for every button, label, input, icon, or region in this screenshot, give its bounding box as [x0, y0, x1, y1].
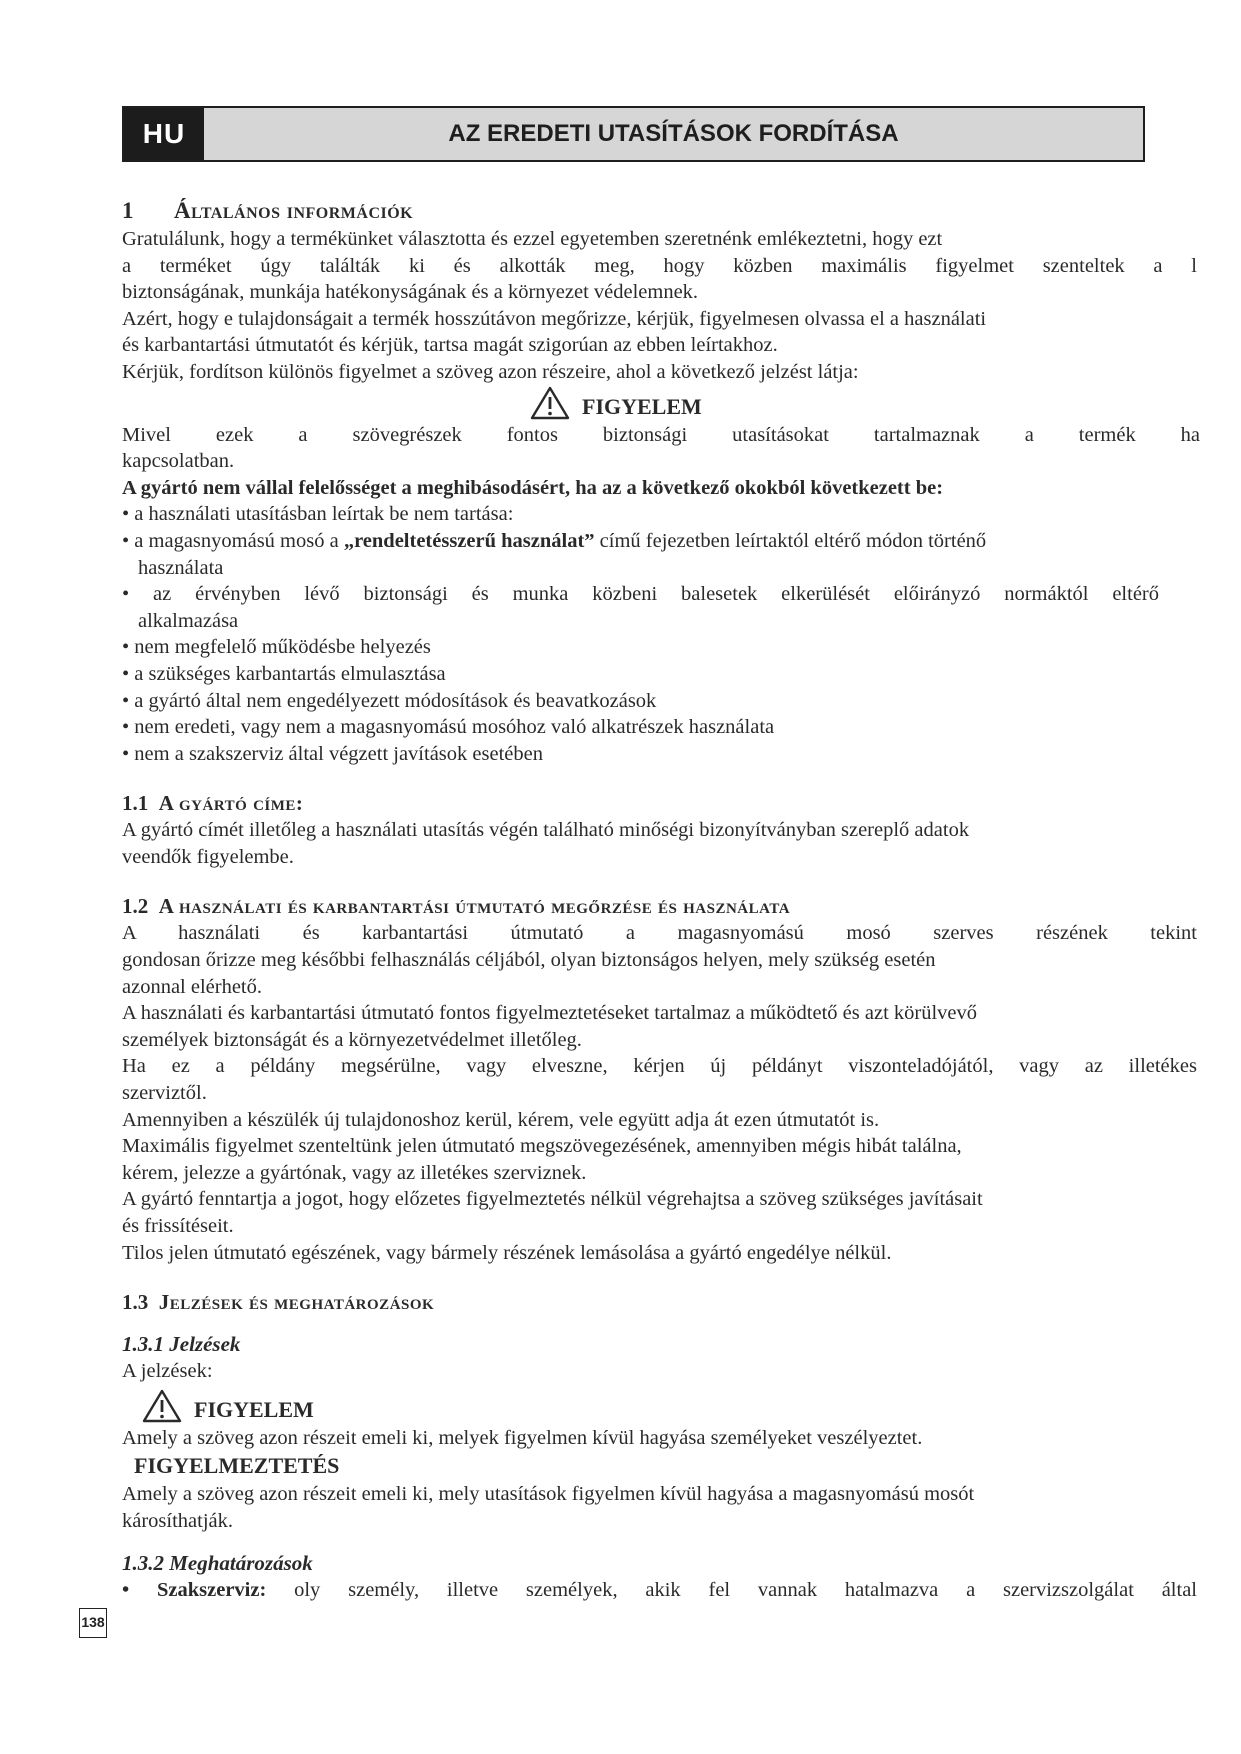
section-title: Jelzések és meghatározások — [158, 1290, 435, 1315]
list-item: • nem eredeti, vagy nem a magasnyomású mosóhoz való alkatrészek használata — [122, 716, 775, 739]
header-band — [122, 106, 1145, 162]
section-1-body — [122, 226, 1205, 767]
section-number: 1 — [122, 198, 134, 223]
paragraph-line: A gyártó címét illetőleg a használati utasítás végén található minőségi bizonyítványban szereplő adatok — [122, 819, 970, 842]
paragraph-line: azonnal elérhető. — [122, 975, 263, 998]
section-1-1-heading — [122, 789, 1205, 817]
subsection-1-3-1-heading: 1.3.1 Jelzések — [122, 1332, 241, 1357]
paragraph-line: A jelzések: — [122, 1360, 213, 1383]
paragraph-line: személyek biztonságát és a környezetvédelmet illetőleg. — [122, 1028, 582, 1051]
paragraph-line: veendők figyelembe. — [122, 845, 294, 868]
paragraph-line: és frissítéseit. — [122, 1215, 234, 1237]
list-item-text: című fejezetben leírtaktól eltérő módon történő — [594, 529, 987, 552]
header-title: AZ EREDETI UTASÍTÁSOK FORDÍTÁSA — [448, 120, 899, 147]
section-number: 1.2 — [122, 894, 149, 919]
subsection-1-3-2-heading: 1.3.2 Meghatározások — [122, 1550, 313, 1575]
paragraph-line: Mivel ezek a szövegrészek fontos biztonsági utasításokat tartalmaznak a termék ha — [122, 423, 1200, 446]
list-item-text: • a magasnyomású mosó a — [122, 529, 344, 552]
list-item: • a szükséges karbantartás elmulasztása — [122, 662, 446, 685]
document-body — [122, 196, 1205, 1603]
paragraph-line: Ha ez a példány megsérülne, vagy elveszne, kérjen új példányt viszonteladójától, vagy az illetékes — [122, 1055, 1197, 1078]
list-item — [122, 528, 1205, 555]
paragraph-line: Tilos jelen útmutató egészének, vagy bármely részének lemásolása a gyártó engedélye nélkül. — [122, 1241, 892, 1264]
definition-text: oly személy, illetve személyek, akik fel vannak hatalmazva a szervizszolgálat által — [266, 1578, 1197, 1601]
language-badge: HU — [124, 108, 204, 160]
paragraph-line: A gyártó fenntartja a jogot, hogy előzetes figyelmeztetés nélkül végrehajtsa a szöveg szükséges javításait — [122, 1188, 983, 1211]
section-title: A használati és karbantartási útmutató megőrzése és használata — [158, 894, 791, 919]
paragraph-line: károsíthatják. — [122, 1509, 234, 1532]
warning-notice — [122, 386, 1205, 422]
section-1-heading — [122, 196, 1205, 226]
section-title: A gyártó címe: — [158, 791, 304, 816]
list-item: • nem megfelelő működésbe helyezés — [122, 636, 431, 659]
warning-triangle-icon — [530, 386, 570, 420]
list-item-continuation: alkalmazása — [138, 609, 239, 632]
liability-heading: A gyártó nem vállal felelősséget a meghibásodásért, ha az a következő okokból következett be: — [122, 476, 944, 499]
paragraph-line: A használati és karbantartási útmutató fontos figyelmeztetéseket tartalmaz a működtető és azt körülvevő — [122, 1002, 978, 1025]
subsection-1-3-2-body — [122, 1577, 1205, 1604]
paragraph-line: szerviztől. — [122, 1082, 207, 1105]
section-number: 1.3 — [122, 1290, 149, 1315]
spacer — [122, 1316, 1205, 1330]
warning-triangle-icon — [142, 1389, 182, 1423]
paragraph-line: Gratulálunk, hogy a termékünket választotta és ezzel egyetemben szeretnénk emlékeztetni, hogy ezt — [122, 228, 943, 250]
list-item: • a gyártó által nem engedélyezett módosítások és beavatkozások — [122, 689, 657, 712]
caution-label: FIGYELMEZTETÉS — [134, 1453, 340, 1479]
paragraph-line: Amennyiben a készülék új tulajdonoshoz kerül, kérem, vele együtt adja át ezen útmutatót is. — [122, 1108, 880, 1131]
paragraph-line: kérem, jelezze a gyártónak, vagy az illetékes szerviznek. — [122, 1161, 587, 1184]
spacer — [122, 870, 1205, 892]
list-item-emphasis: „rendeltetésszerű használat” — [343, 529, 595, 552]
page-number: 138 — [79, 1608, 107, 1638]
warning-label: FIGYELEM — [582, 393, 702, 419]
spacer — [122, 1266, 1205, 1288]
definition-term: • Szakszerviz: — [122, 1578, 267, 1601]
paragraph-line: A használati és karbantartási útmutató a magasnyomású mosó szerves részének tekint — [122, 922, 1197, 945]
paragraph-line: Amely a szöveg azon részeit emeli ki, melyek figyelmen kívül hagyása személyeket veszélyeztet. — [122, 1426, 923, 1449]
list-item: • a használati utasításban leírtak be nem tartása: — [122, 503, 514, 526]
section-1-3-heading — [122, 1288, 1205, 1316]
list-item: • az érvényben lévő biztonsági és munka közbeni balesetek elkerülését előirányzó normáktól eltérő — [122, 583, 1159, 606]
section-number: 1.1 — [122, 791, 149, 816]
list-item: • nem a szakszerviz által végzett javítások esetében — [122, 742, 543, 765]
paragraph-line: Amely a szöveg azon részeit emeli ki, mely utasítások figyelmen kívül hagyása a magasnyomású mosót — [122, 1483, 975, 1506]
spacer — [122, 767, 1205, 789]
paragraph-line: Maximális figyelmet szenteltünk jelen útmutató megszövegezésének, amennyiben mégis hibát találna, — [122, 1135, 962, 1158]
paragraph-line: kapcsolatban. — [122, 450, 235, 473]
warning-notice — [122, 1389, 1205, 1425]
paragraph-line: és karbantartási útmutatót és kérjük, tartsa magát szigorúan az ebben leírtakhoz. — [122, 334, 778, 357]
paragraph-line: biztonságának, munkája hatékonyságának és a környezet védelemnek. — [122, 281, 699, 304]
section-1-1-body — [122, 817, 1205, 870]
paragraph-line: a terméket úgy találták ki és alkották meg, hogy közben maximális figyelmet szenteltek a l — [122, 254, 1197, 277]
list-item-continuation: használata — [138, 556, 224, 579]
section-1-2-body — [122, 920, 1205, 1266]
section-title: Általános információk — [174, 198, 414, 223]
paragraph-line: Azért, hogy e tulajdonságait a termék hosszútávon megőrizze, kérjük, figyelmesen olvassa el a használati — [122, 307, 987, 330]
section-1-2-heading — [122, 892, 1205, 920]
subsection-1-3-1-body — [122, 1358, 1205, 1534]
paragraph-line: Kérjük, fordítson különös figyelmet a szöveg azon részeire, ahol a következő jelzést látja: — [122, 360, 859, 383]
paragraph-line: gondosan őrizze meg későbbi felhasználás céljából, olyan biztonságos helyen, mely szükség esetén — [122, 949, 936, 972]
definition-item — [122, 1577, 1197, 1604]
warning-label: FIGYELEM — [194, 1396, 314, 1422]
spacer — [122, 1535, 1205, 1549]
